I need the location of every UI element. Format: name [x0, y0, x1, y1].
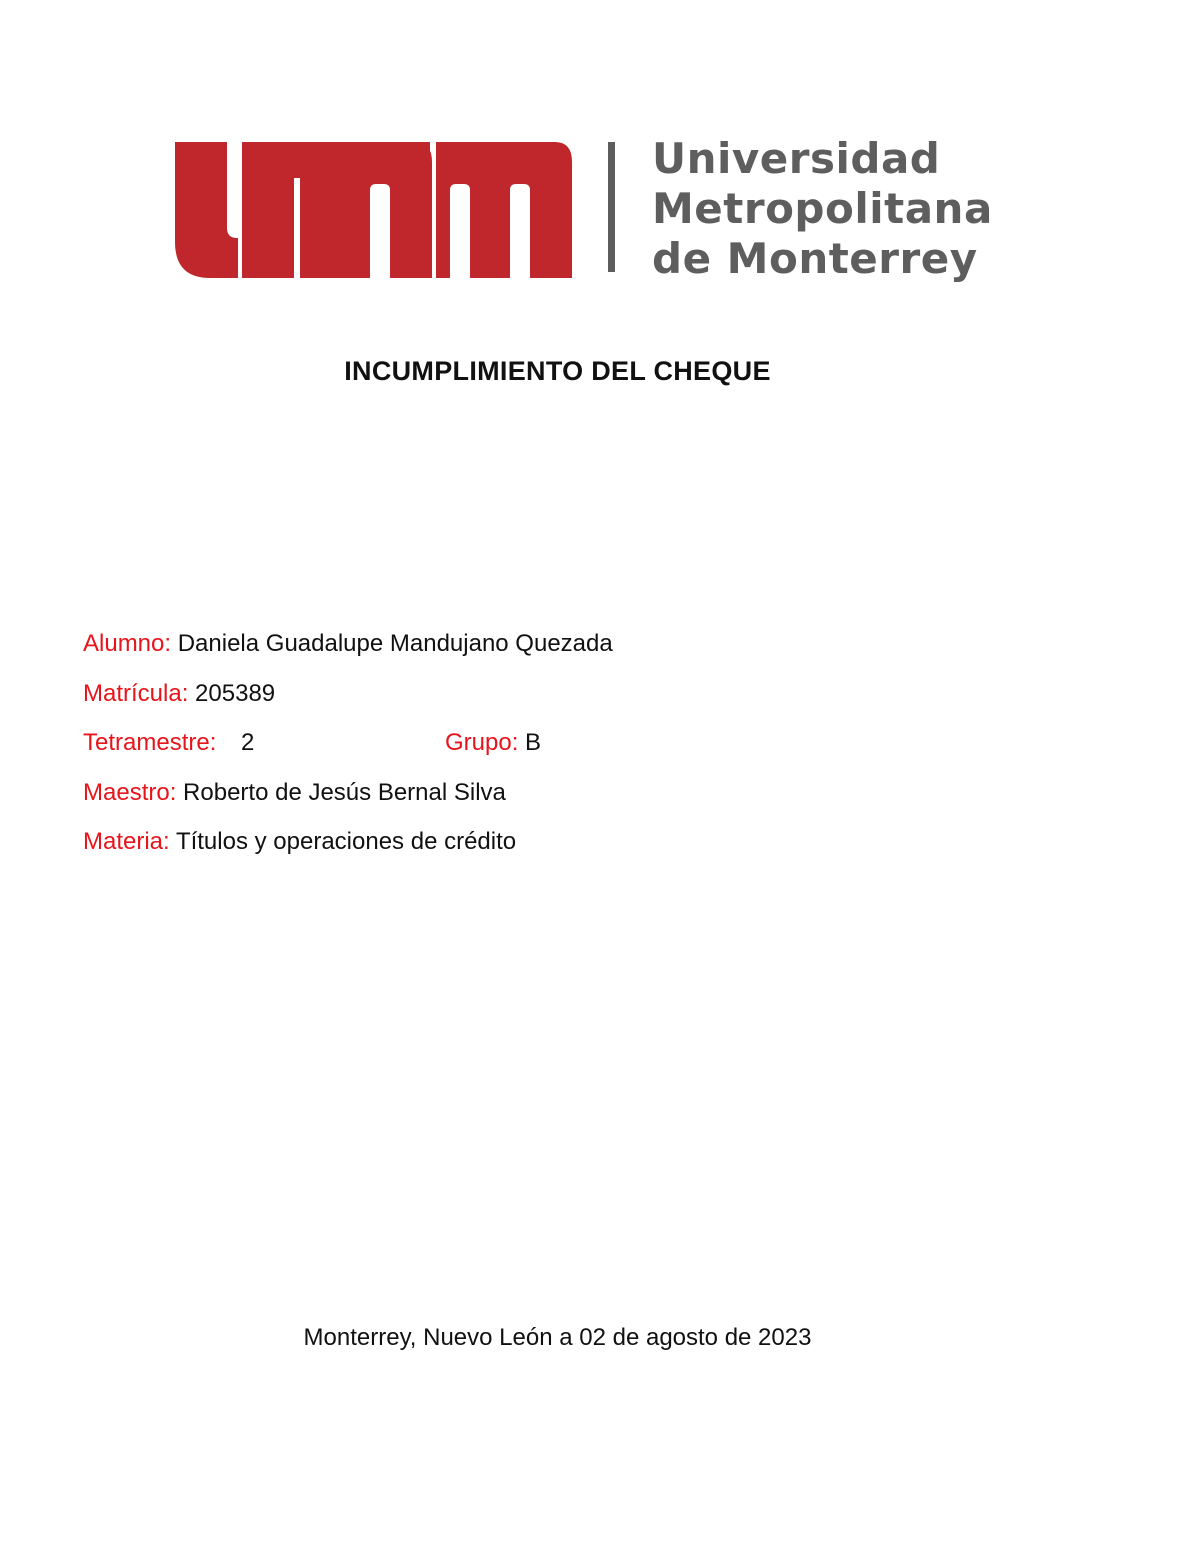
university-name: [652, 134, 993, 284]
matricula-value: 205389: [195, 679, 276, 707]
student-info: [83, 628, 613, 876]
tetramestre-row: [83, 727, 613, 777]
maestro-row: [83, 777, 613, 827]
tetramestre-value: 2: [241, 729, 255, 756]
university-name-line3: de Monterrey: [652, 234, 978, 283]
document-title: INCUMPLIMIENTO DEL CHEQUE: [344, 356, 771, 386]
logo-divider: [608, 142, 615, 272]
maestro-label: Maestro:: [83, 778, 177, 806]
place-date: Monterrey, Nuevo León a 02 de agosto de 2023: [303, 1324, 812, 1351]
matricula-row: [83, 678, 613, 728]
alumno-label: Alumno:: [83, 630, 172, 657]
materia-value: Títulos y operaciones de crédito: [175, 828, 517, 855]
materia-label: Materia:: [83, 828, 170, 855]
materia-row: [83, 826, 613, 876]
grupo-field: [445, 727, 541, 759]
maestro-value: Roberto de Jesús Bernal Silva: [183, 778, 506, 806]
alumno-value: Daniela Guadalupe Mandujano Quezada: [177, 630, 613, 657]
grupo-value: B: [525, 729, 542, 756]
grupo-label: Grupo:: [445, 729, 519, 756]
university-name-line2: Metropolitana: [652, 184, 993, 233]
matricula-label: Matrícula:: [83, 679, 189, 707]
tetramestre-label: Tetramestre:: [83, 729, 217, 756]
alumno-row: [83, 628, 613, 678]
university-name-line1: Universidad: [652, 134, 941, 183]
